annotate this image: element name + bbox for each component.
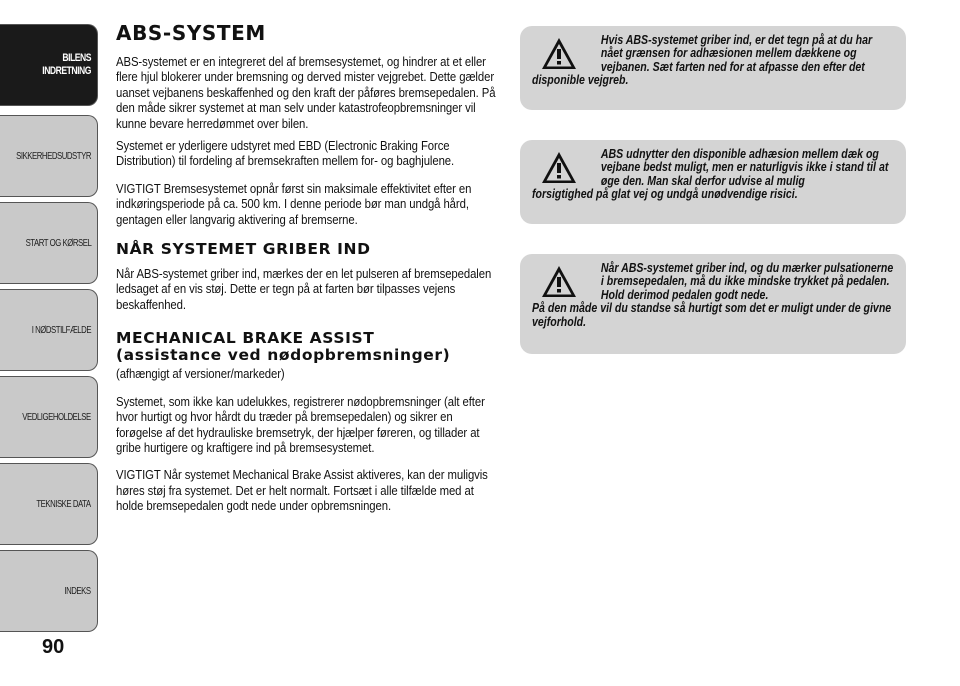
tab-label: SIKKERHEDSUDSTYR (16, 150, 91, 162)
paragraph: Systemet, som ikke kan udelukkes, registrerer nødopbremsninger (alt efter hvor hurtigt og hvor hårdt du træder på bremsepedalen) og sikrer en forøgelse af det hydrauliske bremsetryk, der hjælper føreren, og tillader at gribe hurtigere og kraftigere ind på bremsesystemet. (116, 393, 485, 455)
tab-indeks[interactable] (0, 550, 98, 632)
warning-text-rest: På den måde vil du standse så hurtigt som det er muligt under de givne vejforhold. (532, 301, 892, 329)
paragraph: ABS-systemet er en integreret del af bremsesystemet, og hindrer at et eller flere hjul blokerer under bremsning og derved mister vejgrebet. Dette gælder uanset vejbanens beskaffenhed og den kraft der påføres bremsepedalen. På den måde sikrer systemet at man selv under katastrofeopbremsninger vil kunne bevare herredømmet over bilen. (116, 54, 496, 131)
tab-bilens-indretning[interactable] (0, 24, 98, 106)
tab-label: START OG KØRSEL (25, 237, 91, 249)
heading-mechanical-brake-assist-sub: (assistance ved nødopbremsninger) (116, 346, 451, 365)
heading-abs-system: ABS-SYSTEM (116, 21, 266, 45)
tab-label: TEKNISKE DATA (36, 498, 91, 510)
tab-label: VEDLIGEHOLDELSE (22, 411, 91, 423)
heading-naar-systemet-griber-ind: NÅR SYSTEMET GRIBER IND (116, 240, 371, 259)
heading-mechanical-brake-assist: MECHANICAL BRAKE ASSIST (116, 329, 375, 348)
warning-text-lead: Når ABS-systemet griber ind, og du mærker pulsationerne i bremsepedalen, må du ikke mindske trykket på pedalen. Hold derimod pedalen godt nede. (600, 261, 894, 302)
paragraph: Når ABS-systemet griber ind, mærkes der en let pulseren af bremsepedalen ledsaget af en vis støj. Dette er tegn på at farten bør tilpasses vejens beskaffenhed. (116, 266, 492, 312)
warning-text-rest: forsigtighed på glat vej og undgå unødvendige risici. (532, 187, 798, 202)
tab-label: BILENS INDRETNING (42, 52, 91, 77)
tab-label: INDEKS (64, 585, 91, 597)
paragraph: Systemet er yderligere udstyret med EBD (Electronic Braking Force Distribution) til fordeling af bremsekraften mellem for- og baghjulene. (116, 138, 455, 169)
warning-text-rest: disponible vejgreb. (532, 73, 629, 88)
warning-text-lead: ABS udnytter den disponible adhæsion mellem dæk og vejbane bedst muligt, men er naturligvis ikke i stand til at øge den. Man skal derfor udvise al mulig (600, 147, 889, 188)
page-number: 90 (42, 636, 65, 658)
paragraph-important: VIGTIGT Bremsesystemet opnår først sin maksimale effektivitet efter en indkøringsperiode på ca. 500 km. I denne periode bør man undgå hård, gentagen eller langvarig aktivering af bremserne. (116, 180, 472, 227)
tab-label: I NØDSTILFÆLDE (31, 324, 91, 336)
tab-vedligeholdelse[interactable] (0, 376, 98, 458)
warning-text-lead: Hvis ABS-systemet griber ind, er det tegn på at du har nået grænsen for adhæsionen mellem dækkene og vejbanen. Sæt farten ned for at afpasse den efter det (600, 33, 873, 74)
tab-tekniske-data[interactable] (0, 463, 98, 545)
warning-box (520, 140, 906, 224)
tab-i-nodstilfaelde[interactable] (0, 289, 98, 371)
tab-start-og-korsel[interactable] (0, 202, 98, 284)
tab-sikkerhedsudstyr[interactable] (0, 115, 98, 197)
warning-box (520, 26, 906, 110)
warning-box (520, 254, 906, 354)
main-text-column (116, 22, 502, 521)
paragraph-important: VIGTIGT Når systemet Mechanical Brake Assist aktiveres, kan der muligvis høres støj fra systemet. Det er helt normalt. Fortsæt i alle tilfælde med at holde bremsepedalen godt nede under opbremsningen. (116, 467, 488, 514)
paragraph-versions-note: (afhængigt af versioner/markeder) (116, 366, 285, 382)
